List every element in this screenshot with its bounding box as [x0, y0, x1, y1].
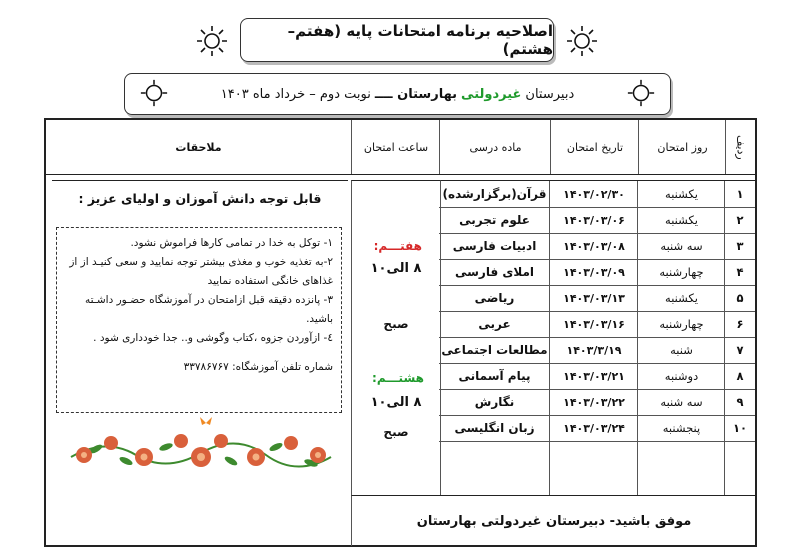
table-row: ۷ شنبه ۱۴۰۳/۳/۱۹ مطالعات اجتماعی	[439, 337, 755, 364]
note-item: ۲-به تغذیه خوب و مغذی بیشتر توجه نمایید و سعی کنیـد از از غذاهای خانگی استفاده نمایید	[69, 256, 333, 287]
grade8-label: هشتـــم:	[372, 371, 424, 385]
table-row: ۲ یکشنبه ۱۴۰۳/۰۳/۰۶ علوم تجربی	[439, 207, 755, 234]
table-row-empty	[439, 441, 755, 496]
sun-icon	[139, 78, 169, 108]
grade8-period: صبح	[383, 425, 409, 439]
col-row: ردیف	[725, 120, 756, 174]
schedule-table	[439, 180, 755, 496]
notes-heading: قابل توجه دانش آموزان و اولیای عزیز :	[78, 191, 322, 206]
col-date: تاریخ امتحان	[550, 120, 639, 174]
sun-icon	[566, 25, 598, 57]
table-row: ۱۰ پنجشنبه ۱۴۰۳/۰۳/۲۴ زبان انگلیسی	[439, 415, 755, 442]
session-info: نوبت دوم – خرداد ماه ۱۴۰۳	[220, 86, 371, 102]
subtitle-text	[185, 74, 610, 114]
page-title: اصلاحیه برنامه امتحانات پایه (هفتم– هشتم)	[287, 22, 553, 58]
col-subject: ماده درسی	[439, 120, 551, 174]
table-row: ۳ سه شنبه ۱۴۰۳/۰۳/۰۸ ادبیات فارسی	[439, 233, 755, 260]
table-row: ۶ چهارشنبه ۱۴۰۳/۰۳/۱۶ عربی	[439, 311, 755, 338]
col-day: روز امتحان	[638, 120, 726, 174]
subtitle-box	[124, 73, 671, 115]
table-row: ۹ سه شنبه ۱۴۰۳/۰۳/۲۲ نگارش	[439, 389, 755, 416]
note-item: ۱- توکل به خدا در تمامی کارها فراموش نشود.	[130, 237, 333, 249]
school-name: بهارستان ــــ	[374, 86, 458, 102]
col-notes: ملاحقات	[175, 140, 222, 154]
school-prefix: دبیرستان	[525, 86, 575, 102]
grade7-period: صبح	[383, 317, 409, 331]
flower-garland-icon	[66, 417, 336, 485]
grade7-label: هفتـــم:	[373, 239, 422, 253]
title-box	[240, 18, 554, 62]
schedule-frame	[44, 118, 757, 547]
table-row: ۸ دوشنبه ۱۴۰۳/۰۳/۲۱ پیام آسمانی	[439, 363, 755, 390]
table-row: ۱ یکشنبه ۱۴۰۳/۰۲/۳۰ قرآن(برگزارشده)	[439, 181, 755, 208]
table-row: ۴ چهارشنبه ۱۴۰۳/۰۳/۰۹ املای فارسی	[439, 259, 755, 286]
col-time: ساعت امتحان	[351, 120, 440, 174]
sun-icon	[196, 25, 228, 57]
footer-message: موفق باشید- دبیرستان غیردولتی بهارستان	[351, 495, 756, 546]
notes-column	[52, 180, 348, 496]
time-column	[351, 180, 441, 496]
table-row: ۵ یکشنبه ۱۴۰۳/۰۳/۱۳ ریاضی	[439, 285, 755, 312]
note-item: ۳- پانزده دقیقه قبل ازامتحان در آموزشگاه حضـور داشـته باشید.	[85, 294, 333, 325]
grade7-time: ۸ الی۱۰	[370, 261, 422, 276]
sun-icon	[626, 78, 656, 108]
school-type: غیردولتی	[461, 86, 522, 102]
notes-box	[56, 227, 342, 413]
grade8-time: ۸ الی۱۰	[370, 395, 422, 410]
note-item: ٤- ازآوردن جزوه ،کتاب وگوشی و.. جدا خودداری شود .	[93, 332, 333, 344]
table-header	[46, 120, 755, 175]
school-phone: شماره تلفن آموزشگاه: ۳۳۷۸۶۷۶۷	[183, 361, 333, 373]
